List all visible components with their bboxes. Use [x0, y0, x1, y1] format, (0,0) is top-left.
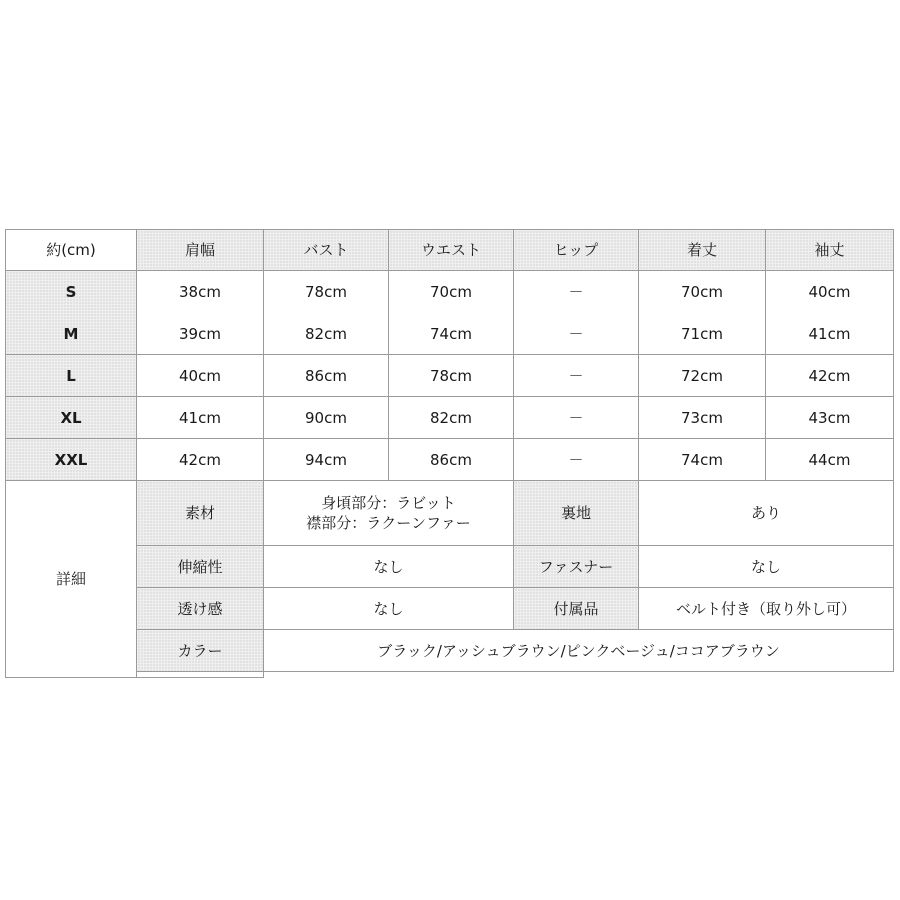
value-cell: 70cm — [389, 271, 514, 313]
value-cell: 43cm — [766, 397, 894, 439]
header-row — [6, 230, 894, 271]
value-cell: 44cm — [766, 439, 894, 481]
material-collar: 襟部分：ラクーンファー — [306, 514, 471, 532]
tail-cell — [264, 672, 894, 678]
details-section-label: 詳細 — [6, 481, 137, 678]
size-label: XXL — [6, 439, 137, 481]
table-tail — [6, 672, 894, 678]
lining-label: 裏地 — [514, 481, 639, 546]
value-cell: 82cm — [389, 397, 514, 439]
size-label: L — [6, 355, 137, 397]
material-body: 身頃部分：ラビット — [321, 494, 456, 512]
detail-row-stretch — [6, 546, 894, 588]
accessory-label: 付属品 — [514, 588, 639, 630]
size-chart-table — [5, 229, 894, 678]
value-cell: 72cm — [639, 355, 766, 397]
value-cell: 90cm — [264, 397, 389, 439]
value-cell: 40cm — [766, 271, 894, 313]
color-value: ブラック/アッシュブラウン/ピンクベージュ/ココアブラウン — [264, 630, 894, 672]
value-cell: 70cm — [639, 271, 766, 313]
column-header-waist: ウエスト — [389, 230, 514, 271]
column-header-sleeve: 袖丈 — [766, 230, 894, 271]
color-label: カラー — [137, 630, 264, 672]
value-cell: 73cm — [639, 397, 766, 439]
value-cell: 38cm — [137, 271, 264, 313]
size-row-l — [6, 355, 894, 397]
accessory-value: ベルト付き（取り外し可） — [639, 588, 894, 630]
value-cell: 39cm — [137, 313, 264, 355]
value-cell: － — [514, 313, 639, 355]
fastener-label: ファスナー — [514, 546, 639, 588]
value-cell: － — [514, 439, 639, 481]
value-cell: 71cm — [639, 313, 766, 355]
value-cell: 78cm — [389, 355, 514, 397]
fastener-value: なし — [639, 546, 894, 588]
stretch-label: 伸縮性 — [137, 546, 264, 588]
tail-cell — [137, 672, 264, 678]
material-label: 素材 — [137, 481, 264, 546]
value-cell: 42cm — [137, 439, 264, 481]
size-row-xl — [6, 397, 894, 439]
size-label: S — [6, 271, 137, 313]
detail-row-material — [6, 481, 894, 546]
size-label: M — [6, 313, 137, 355]
column-header-hip: ヒップ — [514, 230, 639, 271]
value-cell: 41cm — [137, 397, 264, 439]
value-cell: 86cm — [389, 439, 514, 481]
sheer-label: 透け感 — [137, 588, 264, 630]
corner-label: 約(cm) — [6, 230, 137, 271]
material-value — [264, 481, 514, 546]
stretch-value: なし — [264, 546, 514, 588]
value-cell: 82cm — [264, 313, 389, 355]
size-row-xxl — [6, 439, 894, 481]
column-header-shoulder: 肩幅 — [137, 230, 264, 271]
column-header-length: 着丈 — [639, 230, 766, 271]
detail-row-sheer — [6, 588, 894, 630]
value-cell: － — [514, 271, 639, 313]
size-row-s — [6, 271, 894, 313]
size-label: XL — [6, 397, 137, 439]
value-cell: 78cm — [264, 271, 389, 313]
value-cell: 86cm — [264, 355, 389, 397]
detail-row-color — [6, 630, 894, 672]
value-cell: 74cm — [389, 313, 514, 355]
value-cell: － — [514, 355, 639, 397]
value-cell: 42cm — [766, 355, 894, 397]
value-cell: 94cm — [264, 439, 389, 481]
lining-value: あり — [639, 481, 894, 546]
size-row-m — [6, 313, 894, 355]
value-cell: 41cm — [766, 313, 894, 355]
column-header-bust: バスト — [264, 230, 389, 271]
value-cell: 40cm — [137, 355, 264, 397]
value-cell: － — [514, 397, 639, 439]
sheer-value: なし — [264, 588, 514, 630]
value-cell: 74cm — [639, 439, 766, 481]
size-chart — [5, 229, 893, 678]
